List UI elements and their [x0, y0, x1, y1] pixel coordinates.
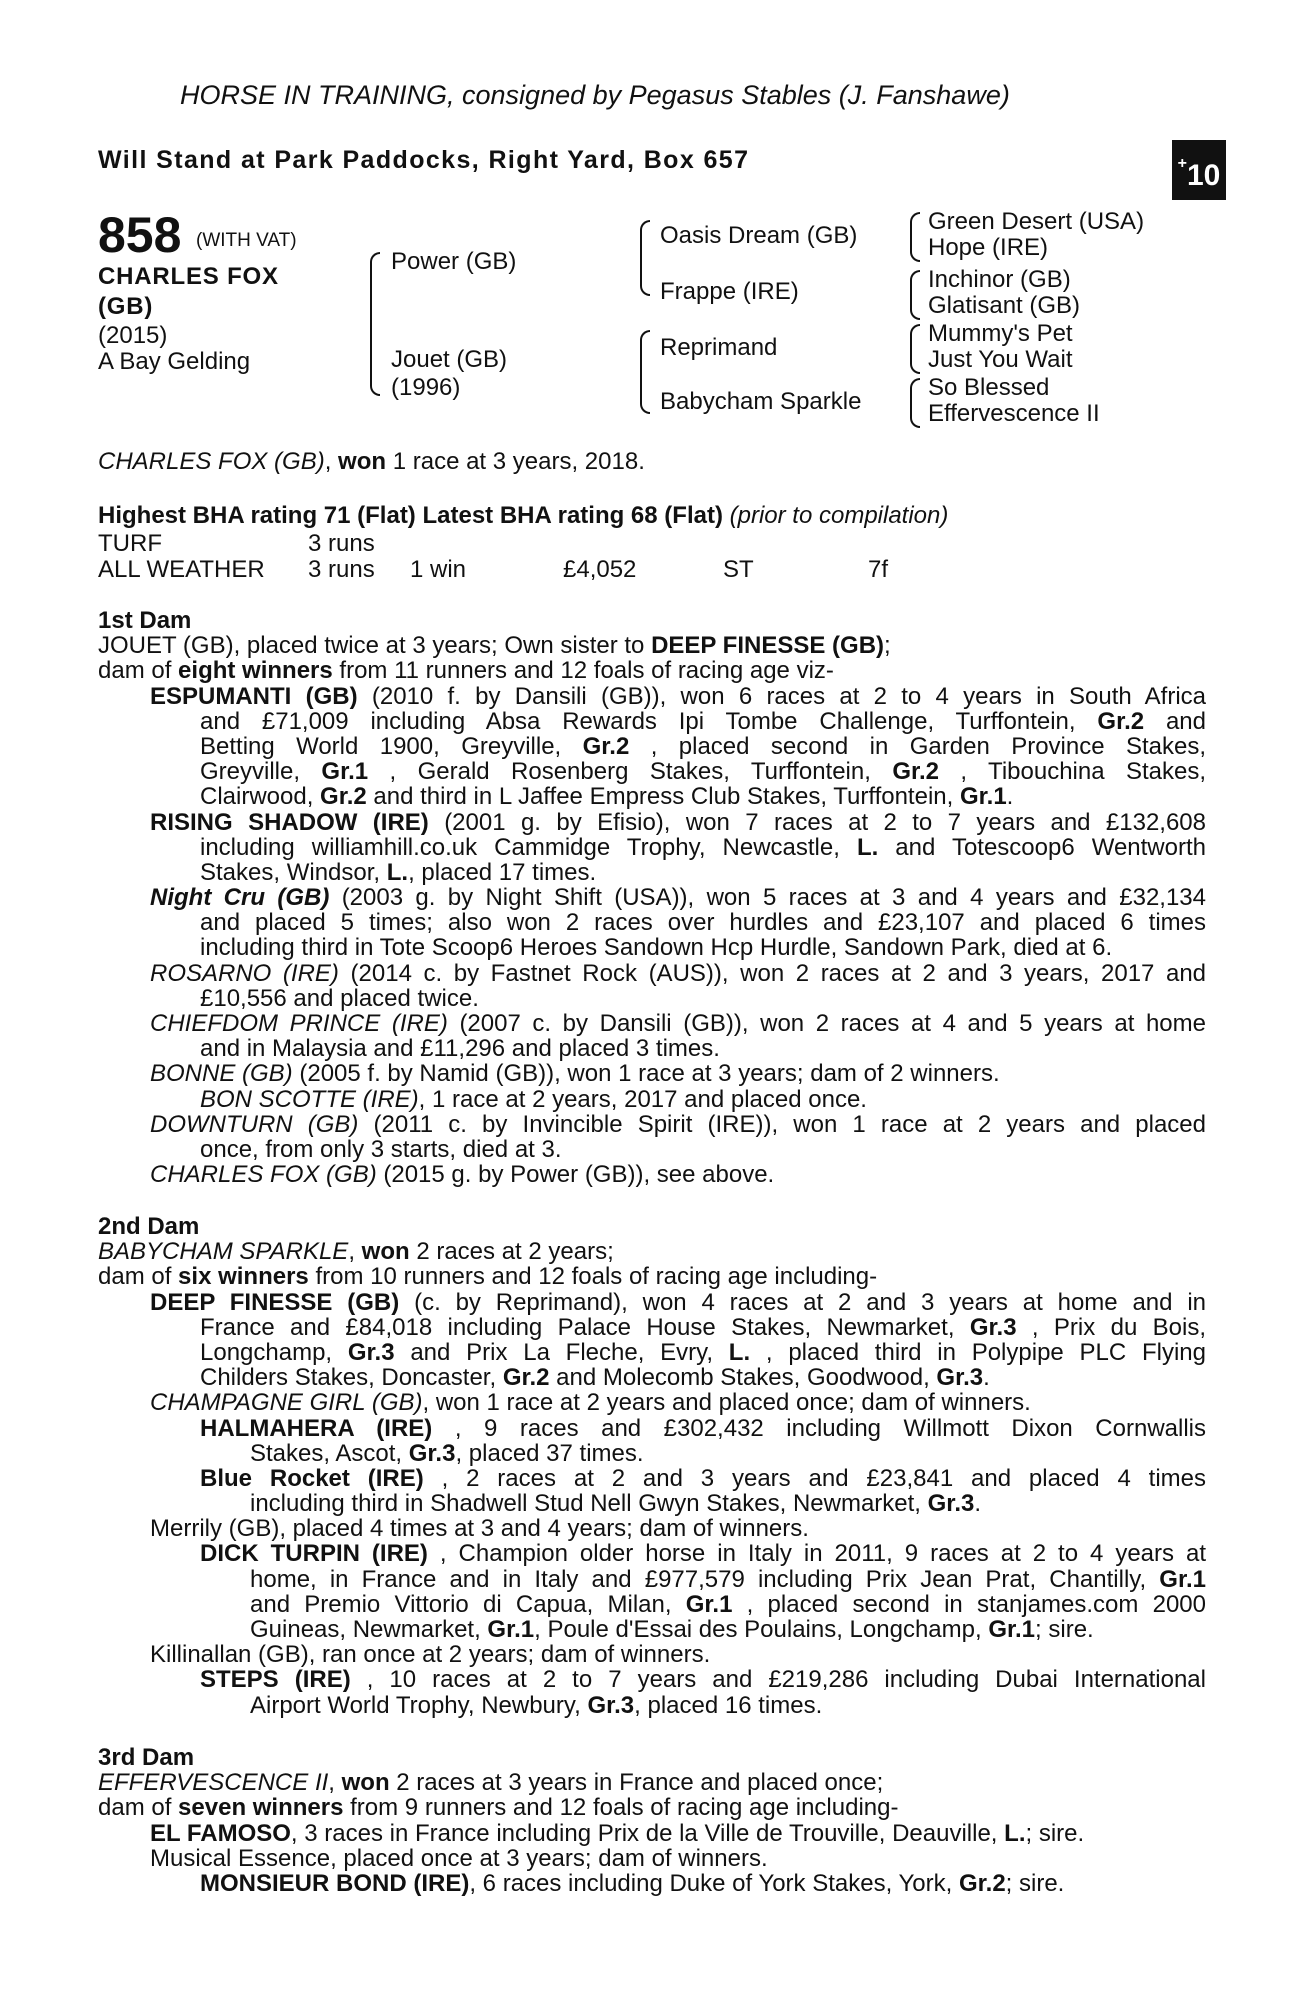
text: (2015 g. by Power (GB)), see above. [376, 1161, 775, 1189]
grade: Gr.1 [685, 1590, 733, 1618]
horse-name: BONNE (GB) [150, 1060, 293, 1088]
grandsire-2: Reprimand [660, 334, 778, 361]
aw-prize: £4,052 [563, 556, 637, 583]
produce-line [98, 1592, 1206, 1617]
produce-line [98, 1821, 1206, 1846]
aw-runs: 3 runs [308, 556, 375, 583]
text: Stakes, Windsor, [200, 858, 387, 886]
winners-count: six winners [178, 1263, 309, 1291]
produce-line [98, 1441, 1206, 1466]
produce-line [98, 1315, 1206, 1340]
text: , 3 races in France including Prix de la Ville de Trouville, Deauville, [290, 1819, 1005, 1847]
great-grandparent: Just You Wait [928, 346, 1073, 373]
text: Airport World Trophy, Newbury, [250, 1691, 588, 1719]
text: including third in Shadwell Stud Nell Gwyn Stakes, Newmarket, [250, 1490, 928, 1518]
produce-line [98, 1162, 1206, 1187]
grade: Gr.3 [936, 1364, 984, 1392]
text: (c. by Reprimand), won 4 races at 2 and 3 years at home and in [414, 1288, 1207, 1316]
text: including williamhill.co.uk Cammidge Trophy, Newcastle, [200, 833, 857, 861]
text: , placed 37 times. [455, 1439, 644, 1467]
aw-label: ALL WEATHER [98, 556, 265, 583]
text: (2005 f. by Namid (GB)), won 1 race at 3 years; dam of 2 winners. [292, 1060, 1000, 1088]
aw-surface: ST [723, 556, 754, 583]
produce-line [98, 1541, 1206, 1566]
lot-badge: +10 [1172, 140, 1226, 200]
grade: Gr.3 [587, 1691, 635, 1719]
text: , placed second in Garden Province Stakes, [650, 732, 1206, 760]
pedigree-brace [370, 252, 380, 396]
produce-line [98, 1290, 1206, 1315]
third-dam-section [98, 1745, 1206, 1896]
lot-number: 858 [98, 207, 182, 263]
horse-name: CHAMPAGNE GIRL (GB) [150, 1389, 423, 1417]
turf-runs: 3 runs [308, 530, 375, 557]
section-heading: 3rd Dam [98, 1744, 195, 1771]
text: Childers Stakes, Doncaster, [200, 1364, 503, 1392]
text: from 10 runners and 12 foals of racing age including- [308, 1263, 878, 1291]
grade: Gr.3 [347, 1338, 395, 1366]
text: , Poule d'Essai des Poulains, Longchamp, [534, 1616, 989, 1643]
won-label: won [341, 1769, 390, 1797]
horse-name: CHIEFDOM PRINCE (IRE) [150, 1010, 448, 1037]
dam: Jouet (GB) [391, 346, 508, 373]
rating-note: (prior to compilation) [729, 502, 949, 529]
text: France and £84,018 including Palace House Stakes, Newmarket, [200, 1313, 970, 1341]
horse-name: RISING SHADOW (IRE) [150, 808, 429, 836]
grade: L. [1004, 1819, 1026, 1847]
produce-line: and placed 5 times; also won 2 races over hurdles and £23,107 and placed 6 times [200, 909, 1206, 937]
section-heading: 2nd Dam [98, 1213, 200, 1240]
text: Betting World 1900, Greyville, [200, 732, 583, 760]
text: , 10 races at 2 to 7 years and £219,286 including Dubai International [366, 1666, 1206, 1694]
produce-line [98, 885, 1206, 910]
produce-line: Merrily (GB), placed 4 times at 3 and 4 years; dam of winners. [150, 1515, 809, 1543]
great-grandparent: Inchinor (GB) [928, 266, 1071, 293]
grade: Gr.3 [408, 1439, 456, 1467]
produce-line [98, 1365, 1206, 1390]
text: 2 races at 2 years; [409, 1238, 614, 1266]
summary-text: 1 race at 3 years, 2018. [386, 448, 645, 475]
produce-line [98, 1416, 1206, 1441]
horse-name: EFFERVESCENCE II [98, 1769, 329, 1797]
produce-line: once, from only 3 starts, died at 3. [200, 1135, 562, 1163]
pedigree-brace [910, 324, 920, 374]
pedigree-brace [910, 270, 920, 320]
rating-text: Highest BHA rating 71 (Flat) Latest BHA rating 68 (Flat) [98, 502, 723, 529]
text: Guineas, Newmarket, [250, 1616, 488, 1643]
produce-line: including third in Tote Scoop6 Heroes Sandown Hcp Hurdle, Sandown Park, died at 6. [200, 934, 1113, 962]
grade: Gr.2 [502, 1364, 550, 1392]
winners-count: eight winners [178, 657, 333, 685]
text: Clairwood, [200, 783, 321, 811]
text: (2001 g. by Efisio), won 7 races at 2 to 7 years and £132,608 [444, 808, 1207, 836]
text: and Prix La Fleche, Evry, [410, 1338, 729, 1366]
sire: Power (GB) [391, 248, 517, 275]
text: ; sire. [1025, 1819, 1085, 1847]
text: , 2 races at 2 and 3 years and £23,841 and placed 4 times [441, 1464, 1207, 1492]
text: , 9 races and £302,432 including Willmott Dixon Cornwallis [454, 1414, 1206, 1442]
text: . [1006, 783, 1014, 811]
produce-line [98, 1617, 1206, 1642]
horse-name: Blue Rocket (IRE) [200, 1464, 424, 1492]
horse-name: DICK TURPIN (IRE) [200, 1540, 428, 1568]
text: and Totescoop6 Wentworth [895, 833, 1206, 861]
grade: Gr.3 [969, 1313, 1017, 1341]
text: ; sire. [1005, 1869, 1065, 1897]
grade: Gr.2 [1097, 707, 1145, 735]
text: and Premio Vittorio di Capua, Milan, [250, 1590, 686, 1618]
horse-name: Night Cru (GB) [150, 884, 330, 912]
summary-name: CHARLES FOX (GB) [98, 448, 325, 475]
text: ; sire. [1035, 1616, 1094, 1643]
horse-year: (2015) [98, 322, 168, 349]
grade: Gr.2 [892, 758, 940, 786]
text: (2007 c. by Dansili (GB)), won 2 races at 4 and 5 years at home [459, 1010, 1206, 1037]
produce-line [98, 860, 1206, 885]
pedigree-brace [910, 212, 920, 262]
stand-location: Will Stand at Park Paddocks, Right Yard, Box 657 [98, 146, 750, 174]
text: , won 1 race at 2 years and placed once; dam of winners. [422, 1389, 1031, 1417]
text: , Tibouchina Stakes, [960, 758, 1207, 786]
granddam-2: Babycham Sparkle [660, 388, 862, 415]
horse-name: CHARLES FOX (GB) [98, 263, 279, 320]
text: (2003 g. by Night Shift (USA)), won 5 races at 3 and 4 years and £32,134 [341, 884, 1207, 912]
section-heading: 1st Dam [98, 607, 192, 634]
turf-label: TURF [98, 530, 162, 557]
text: (2010 f. by Dansili (GB)), won 6 races at 2 to 4 years in South Africa [371, 682, 1207, 710]
horse-name: ESPUMANTI (GB) [150, 682, 358, 710]
dam-line [98, 1264, 1206, 1289]
dam-line [98, 658, 1206, 683]
dam-line [98, 633, 1206, 658]
text: from 9 runners and 12 foals of racing age including- [343, 1794, 899, 1822]
text: , 6 races including Duke of York Stakes, York, [469, 1869, 959, 1897]
badge-number: 10 [1186, 159, 1221, 192]
dam-line [98, 1795, 1206, 1820]
produce-line [98, 1491, 1206, 1516]
stats-aw-row [98, 556, 1098, 582]
granddam-1: Frappe (IRE) [660, 278, 799, 305]
text: , Champion older horse in Italy in 2011, 9 races at 2 to 4 years at [439, 1540, 1206, 1568]
grade: Gr.1 [959, 783, 1007, 811]
grade: Gr.1 [321, 758, 369, 786]
produce-line: Killinallan (GB), ran once at 2 years; dam of winners. [150, 1641, 711, 1669]
text: dam of [98, 1263, 179, 1291]
grade: Gr.2 [582, 732, 630, 760]
produce-line [98, 759, 1206, 784]
pedigree-brace [640, 330, 650, 414]
produce-line [98, 1390, 1206, 1415]
horse-name: HALMAHERA (IRE) [200, 1414, 433, 1442]
text: , Prix du Bois, [1031, 1313, 1206, 1341]
grade: L. [728, 1338, 751, 1366]
aw-wins: 1 win [410, 556, 467, 583]
dam-line [98, 1239, 1206, 1264]
race-summary: CHARLES FOX (GB), won 1 race at 3 years, 2018. [98, 448, 645, 475]
won-label: won [361, 1238, 410, 1266]
text: and £71,009 including Absa Rewards Ipi Tombe Challenge, Turffontein, [200, 707, 1098, 735]
produce-line: Musical Essence, placed once at 3 years; dam of winners. [150, 1844, 768, 1872]
horse-name: STEPS (IRE) [200, 1666, 351, 1694]
horse-description: A Bay Gelding [98, 348, 251, 375]
pedigree-brace [640, 220, 650, 296]
stats-turf-row [98, 530, 1098, 556]
produce-line [98, 1693, 1206, 1718]
produce-line [98, 961, 1206, 986]
text: and third in L Jaffee Empress Club Stakes, Turffontein, [366, 783, 960, 811]
text: , placed second in stanjames.com 2000 [746, 1590, 1206, 1618]
grade: Gr.1 [487, 1616, 535, 1643]
dam-line [98, 1770, 1206, 1795]
text: dam of [98, 657, 179, 685]
great-grandparent: Green Desert (USA) [928, 208, 1145, 235]
great-grandparent: Glatisant (GB) [928, 292, 1081, 319]
horse-name: BON SCOTTE (IRE) [200, 1085, 419, 1113]
produce-line [98, 734, 1206, 759]
second-dam-section [98, 1214, 1206, 1718]
dam-year: (1996) [391, 374, 461, 401]
text: (2011 c. by Invincible Spirit (IRE)), won 1 race at 2 years and placed [373, 1110, 1206, 1138]
produce-line [98, 1061, 1206, 1086]
text: , placed 17 times. [408, 858, 597, 886]
text: (2014 c. by Fastnet Rock (AUS)), won 2 races at 2 and 3 years, 2017 and [350, 959, 1207, 987]
text: , [328, 1769, 342, 1797]
horse-name: MONSIEUR BOND (IRE) [200, 1869, 470, 1897]
grandsire-1: Oasis Dream (GB) [660, 222, 858, 249]
horse-name: EL FAMOSO [150, 1819, 291, 1847]
text: Stakes, Ascot, [250, 1439, 409, 1467]
text: dam of [98, 1794, 179, 1822]
grade: L. [386, 858, 409, 886]
text: ; [884, 632, 891, 660]
text: and Molecomb Stakes, Goodwood, [549, 1364, 937, 1392]
great-grandparent: Effervescence II [928, 400, 1100, 427]
first-dam-section [98, 608, 1206, 1187]
horse-name: BABYCHAM SPARKLE [98, 1238, 349, 1266]
text: JOUET (GB), placed twice at 3 years; Own sister to [98, 632, 652, 660]
text: , [348, 1238, 362, 1266]
text: , 1 race at 2 years, 2017 and placed once. [418, 1085, 867, 1113]
produce-line [98, 1112, 1206, 1137]
vat-note: (WITH VAT) [196, 230, 297, 251]
great-grandparent: So Blessed [928, 374, 1050, 401]
produce-line [98, 1011, 1206, 1036]
produce-line [98, 709, 1206, 734]
text: home, in France and in Italy and £977,579 including Prix Jean Prat, Chantilly, [250, 1565, 1160, 1593]
text: . [983, 1364, 990, 1392]
bha-rating [98, 502, 948, 530]
produce-line [98, 1667, 1206, 1692]
summary-won: won [338, 448, 387, 475]
produce-line [98, 810, 1206, 835]
horse-name: CHARLES FOX (GB) [150, 1161, 377, 1189]
text: , placed 16 times. [634, 1691, 823, 1719]
produce-line [98, 1087, 1206, 1112]
great-grandparent: Hope (IRE) [928, 234, 1049, 261]
produce-line [98, 1871, 1206, 1896]
produce-line [98, 835, 1206, 860]
aw-distance: 7f [868, 556, 889, 583]
produce-line: £10,556 and placed twice. [200, 984, 479, 1012]
great-grandparent: Mummy's Pet [928, 320, 1073, 347]
text: , placed third in Polypipe PLC Flying [765, 1338, 1206, 1366]
horse-name: DEEP FINESSE (GB) [651, 632, 885, 660]
grade: L. [856, 833, 879, 861]
grade: Gr.2 [320, 783, 367, 811]
grade: Gr.1 [988, 1616, 1036, 1643]
grade: Gr.2 [958, 1869, 1006, 1897]
grade: Gr.3 [927, 1490, 975, 1518]
text: and [1165, 707, 1206, 735]
produce-line [98, 1340, 1206, 1365]
horse-name: DEEP FINESSE (GB) [150, 1288, 400, 1316]
text: , Gerald Rosenberg Stakes, Turffontein, [389, 758, 893, 786]
produce-line [98, 1466, 1206, 1491]
text: . [974, 1490, 982, 1518]
text: Greyville, [200, 758, 322, 786]
winners-count: seven winners [178, 1794, 344, 1822]
horse-name: ROSARNO (IRE) [150, 959, 339, 987]
produce-line: and in Malaysia and £11,296 and placed 3 times. [200, 1035, 720, 1063]
grade: Gr.1 [1159, 1565, 1206, 1593]
produce-line [98, 1567, 1206, 1592]
text: from 11 runners and 12 foals of racing age viz- [332, 657, 834, 685]
produce-line [98, 684, 1206, 709]
produce-line [98, 784, 1206, 809]
page-title: HORSE IN TRAINING, consigned by Pegasus Stables (J. Fanshawe) [180, 80, 1010, 110]
horse-name: DOWNTURN (GB) [150, 1110, 359, 1138]
pedigree-brace [910, 378, 920, 428]
text: 2 races at 3 years in France and placed once; [389, 1769, 884, 1797]
text: Longchamp, [200, 1338, 348, 1366]
